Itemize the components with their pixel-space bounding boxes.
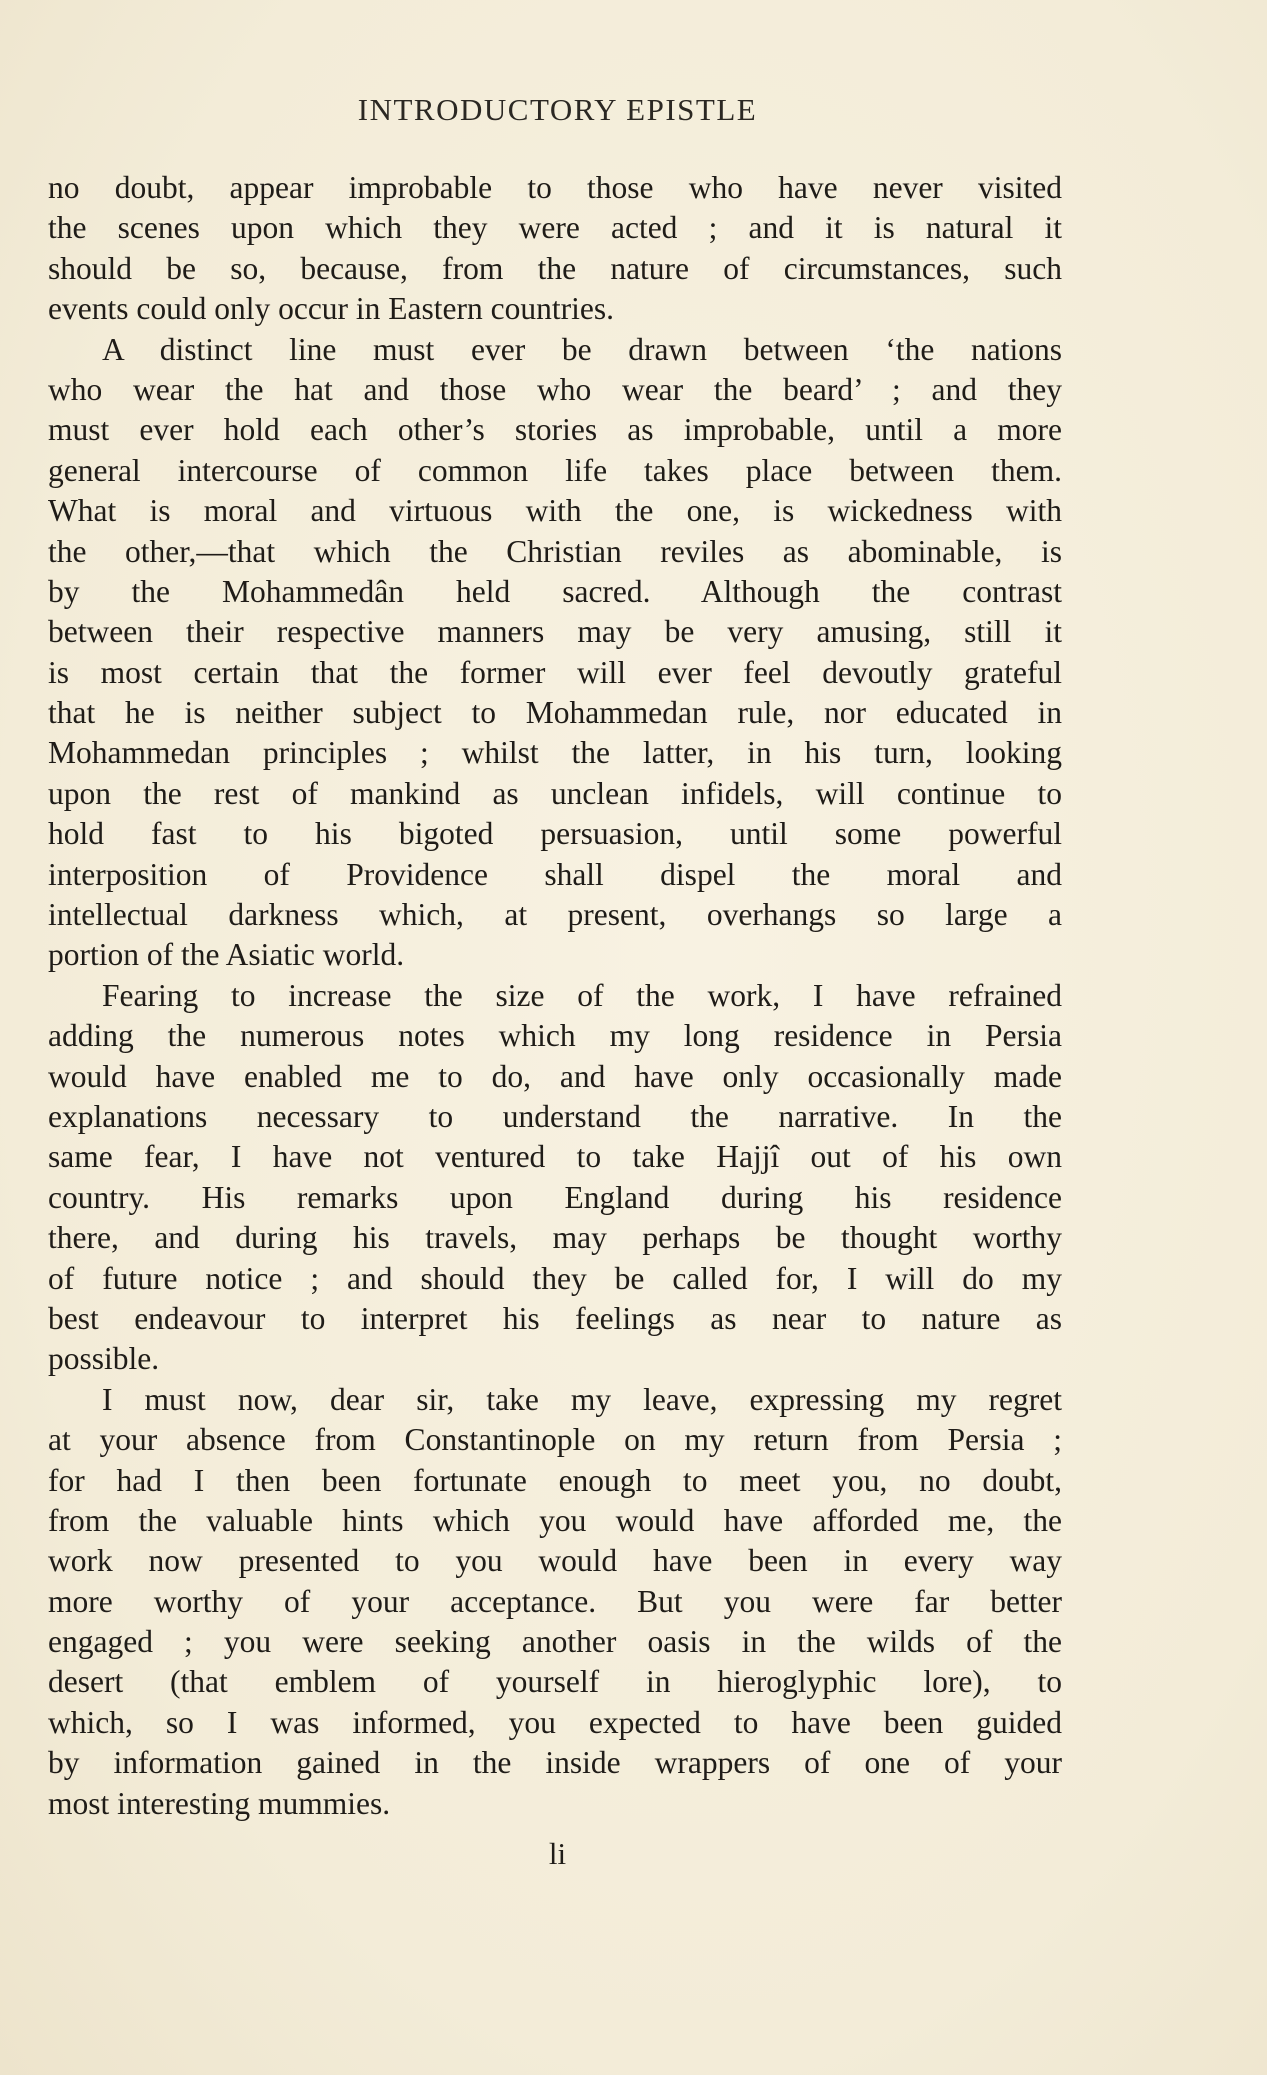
- paragraph: [48, 330, 1062, 976]
- text-line: work now presented to you would have been in every way: [48, 1543, 1062, 1579]
- text-line: Mohammedan principles ; whilst the latter, in his turn, looking: [48, 735, 1062, 771]
- text-line: the other,—that which the Christian reviles as abominable, is: [48, 533, 1062, 569]
- text-line: no doubt, appear improbable to those who have never visited: [48, 170, 1062, 205]
- text-line: Fearing to increase the size of the work, I have refrained: [102, 977, 1062, 1013]
- text-line: by information gained in the inside wrappers of one of your: [48, 1745, 1062, 1781]
- text-line: the scenes upon which they were acted ; and it is natural it: [48, 210, 1062, 246]
- text-line: general intercourse of common life takes place between them.: [48, 452, 1062, 488]
- text-line: should be so, because, from the nature of circumstances, such: [48, 250, 1062, 286]
- text-line: more worthy of your acceptance. But you were far better: [48, 1583, 1062, 1619]
- text-line: explanations necessary to understand the narrative. In the: [48, 1098, 1062, 1134]
- paragraph: [48, 1380, 1062, 1824]
- text-line: most interesting mummies.: [48, 1785, 391, 1821]
- text-line: which, so I was informed, you expected to have been guided: [48, 1704, 1062, 1740]
- text-line: hold fast to his bigoted persuasion, until some powerful: [48, 816, 1062, 852]
- text-line: who wear the hat and those who wear the beard’ ; and they: [48, 371, 1062, 407]
- body-text: [48, 168, 1062, 1824]
- text-line: possible.: [48, 1341, 160, 1377]
- page-number: li: [548, 1836, 567, 1871]
- text-line: same fear, I have not ventured to take Hajjî out of his own: [48, 1139, 1062, 1175]
- paragraph: [48, 168, 1062, 330]
- paragraph: [48, 976, 1062, 1380]
- text-line: there, and during his travels, may perhaps be thought worthy: [48, 1220, 1062, 1256]
- text-line: engaged ; you were seeking another oasis in the wilds of the: [48, 1624, 1062, 1660]
- text-line: is most certain that the former will ever feel devoutly grateful: [48, 654, 1062, 690]
- text-line: intellectual darkness which, at present, overhangs so large a: [48, 897, 1062, 933]
- text-line: between their respective manners may be very amusing, still it: [48, 614, 1062, 650]
- text-line: of future notice ; and should they be called for, I will do my: [48, 1260, 1062, 1296]
- text-line: that he is neither subject to Mohammedan rule, nor educated in: [48, 695, 1062, 731]
- text-line: for had I then been fortunate enough to meet you, no doubt,: [48, 1462, 1062, 1498]
- text-line: portion of the Asiatic world.: [48, 937, 405, 973]
- text-line: would have enabled me to do, and have only occasionally made: [48, 1058, 1062, 1094]
- text-line: desert (that emblem of yourself in hieroglyphic lore), to: [48, 1664, 1062, 1700]
- text-line: interposition of Providence shall dispel the moral and: [48, 856, 1062, 892]
- text-line: must ever hold each other’s stories as improbable, until a more: [48, 412, 1062, 448]
- text-line: adding the numerous notes which my long residence in Persia: [48, 1018, 1062, 1054]
- running-head: INTRODUCTORY EPISTLE: [357, 92, 758, 127]
- text-line: at your absence from Constantinople on my return from Persia ;: [48, 1422, 1062, 1458]
- text-line: upon the rest of mankind as unclean infidels, will continue to: [48, 775, 1062, 811]
- text-line: country. His remarks upon England during his residence: [48, 1179, 1062, 1215]
- text-line: from the valuable hints which you would have afforded me, the: [48, 1502, 1062, 1538]
- text-line: A distinct line must ever be drawn between ‘the nations: [102, 331, 1062, 367]
- text-line: events could only occur in Eastern countries.: [48, 291, 614, 327]
- text-line: I must now, dear sir, take my leave, expressing my regret: [102, 1381, 1062, 1417]
- text-line: by the Mohammedân held sacred. Although the contrast: [48, 573, 1062, 609]
- text-line: best endeavour to interpret his feelings as near to nature as: [48, 1300, 1062, 1336]
- text-line: What is moral and virtuous with the one, is wickedness with: [48, 493, 1062, 529]
